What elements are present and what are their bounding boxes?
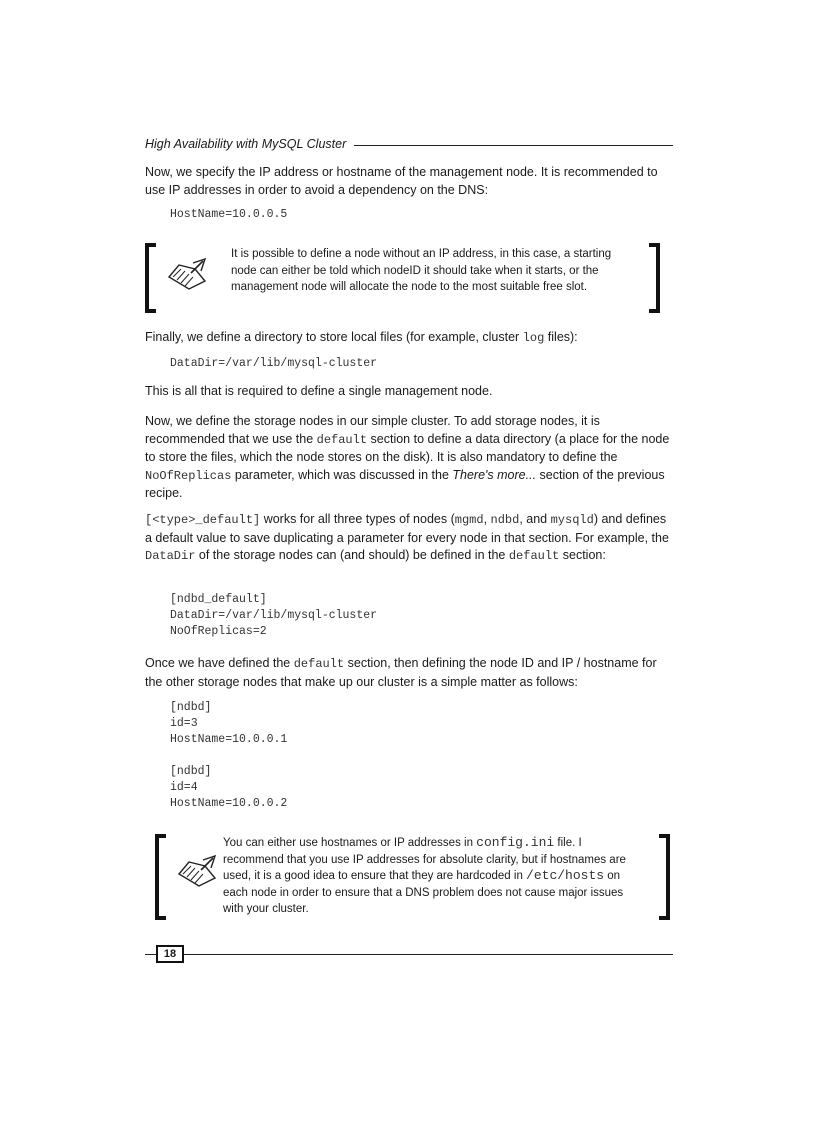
- running-header: [145, 136, 673, 152]
- text-run: parameter, which was discussed in the: [231, 467, 453, 482]
- pencil-note-icon: [165, 257, 209, 293]
- text-run: of the storage nodes can (and should) be defined in the: [195, 548, 509, 563]
- bracket-right: [659, 834, 670, 920]
- text-run: , and: [519, 512, 551, 526]
- text-run: section, then defining the node ID and IP / hostname for the other storage nodes that make up our cluster is a simple matter as follows:: [145, 656, 657, 689]
- inline-code: ndbd: [490, 513, 520, 527]
- italic-text: There's more...: [452, 467, 537, 482]
- paragraph-node-ids: [145, 655, 673, 691]
- text-run: Now, we define the storage nodes in our simple cluster. To add storage nodes, it is recommended that we use the: [145, 414, 600, 446]
- paragraph-management-node: Now, we specify the IP address or hostname of the management node. It is recommended to use IP addresses in order to avoid a dependency on the DNS:: [145, 165, 658, 197]
- text-run: files):: [544, 330, 578, 344]
- text-run: You can either use hostnames or IP addresses in: [223, 837, 477, 849]
- paragraph-data-directory: [145, 329, 673, 348]
- inline-code: config.ini: [476, 835, 555, 850]
- inline-code: default: [508, 549, 560, 564]
- header-title: High Availability with MySQL Cluster: [145, 136, 354, 152]
- bracket-left: [155, 834, 166, 920]
- inline-code: default: [316, 432, 368, 447]
- text-run: on each node in order to ensure that a DNS problem does not cause major issues with your cluster.: [223, 870, 624, 916]
- inline-code: mysqld: [550, 513, 594, 527]
- inline-code: log: [522, 331, 545, 345]
- text-run: ,: [483, 512, 491, 526]
- page-footer: [145, 945, 673, 963]
- text-run: file. I recommend that you use IP addresses for absolute clarity, but if hostnames are used, it is a good idea to ensure that they are hardcoded in: [223, 837, 626, 883]
- pencil-note-icon: [175, 854, 219, 890]
- text-run: section:: [559, 548, 606, 563]
- inline-code: DataDir: [145, 549, 196, 564]
- bracket-right: [649, 243, 660, 313]
- text-run: ) and defines a default value to save duplicating a parameter for every node in that section. For example, the: [145, 512, 669, 545]
- inline-code: default: [293, 657, 345, 671]
- inline-code: mgmd: [454, 513, 484, 527]
- text-run: section to define a data directory (a place for the node to store the files, which the node stores on the disk). It is also mandatory to define the: [145, 431, 670, 465]
- text-run: section of the previous recipe.: [145, 467, 665, 501]
- code-ndbd-default: [ndbd_default] DataDir=/var/lib/mysql-cluster NoOfReplicas=2: [170, 593, 378, 638]
- tip-box-nodeid: [145, 243, 660, 313]
- inline-code: /etc/hosts: [526, 868, 605, 884]
- tip-box-hostnames: [155, 834, 670, 920]
- code-hostname-mgmt: HostName=10.0.0.5: [170, 208, 288, 221]
- code-datadir: DataDir=/var/lib/mysql-cluster: [170, 357, 378, 370]
- bracket-left: [145, 243, 156, 313]
- paragraph-single-node: This is all that is required to define a single management node.: [145, 384, 493, 398]
- text-run: works for all three types of nodes (: [260, 512, 455, 526]
- tip-text: It is possible to define a node without an IP address, in this case, a starting node can either be told which nodeID it should take when it starts, or the management node will allocate the node to the most suitable free slot.: [231, 248, 612, 294]
- tip-text: [223, 835, 643, 918]
- text-run: Finally, we define a directory to store local files (for example, cluster: [145, 330, 523, 344]
- inline-code: [<type>_default]: [145, 513, 261, 527]
- paragraph-type-default: [145, 511, 673, 566]
- page-number: 18: [156, 945, 184, 963]
- text-run: Once we have defined the: [145, 656, 294, 670]
- code-ndbd-nodes: [ndbd] id=3 HostName=10.0.0.1 [ndbd] id=4 HostName=10.0.0.2: [170, 701, 288, 810]
- paragraph-storage-nodes: [145, 413, 673, 503]
- footer-rule: [145, 954, 673, 955]
- inline-code: NoOfReplicas: [145, 468, 232, 483]
